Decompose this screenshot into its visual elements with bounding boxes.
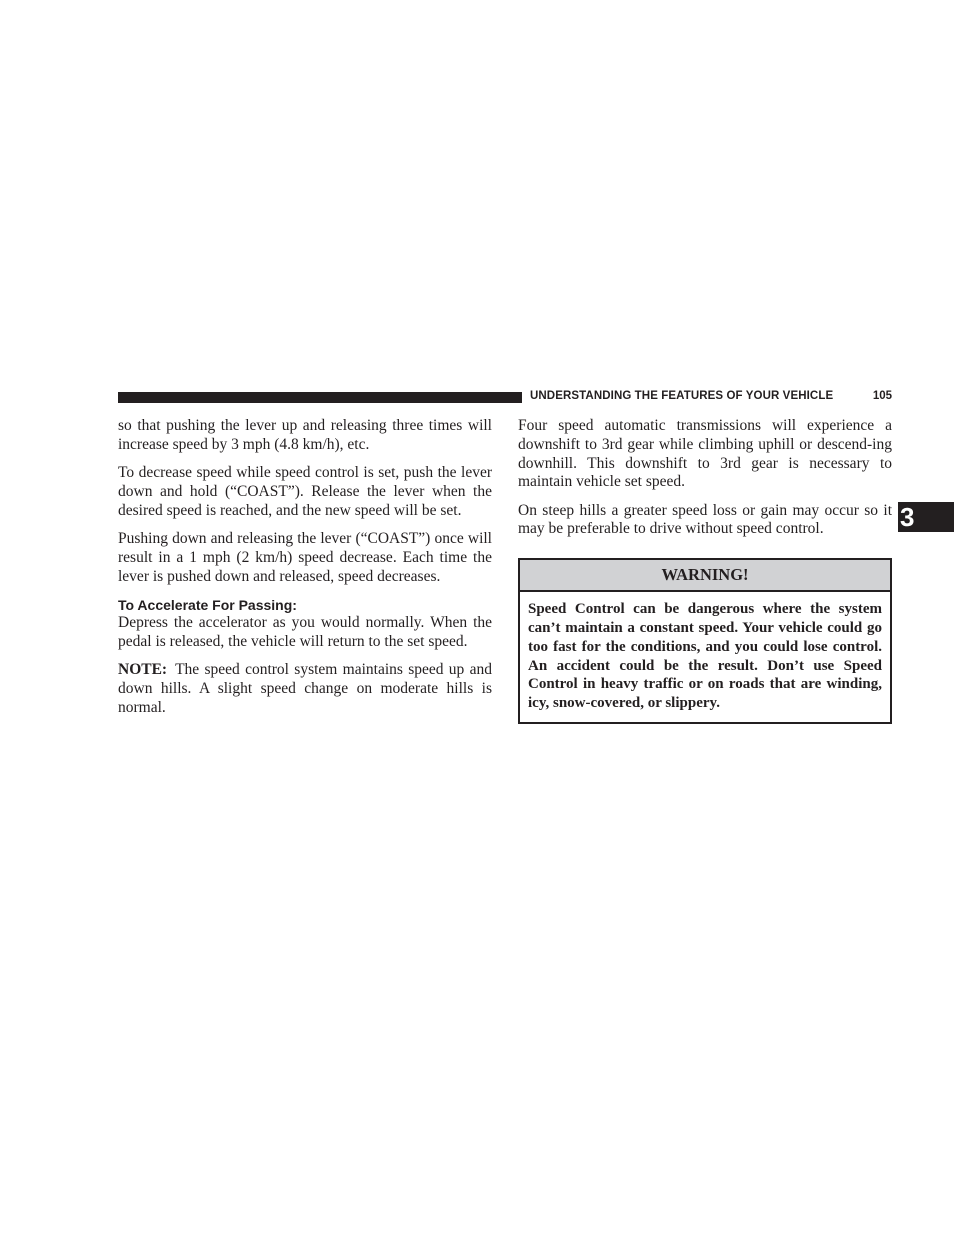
paragraph: On steep hills a greater speed loss or gain may occur so it may be preferable to drive without speed control. (518, 501, 892, 538)
section-title: UNDERSTANDING THE FEATURES OF YOUR VEHICLE (530, 390, 834, 402)
paragraph: Four speed automatic transmissions will experience a downshift to 3rd gear while climbing uphill or descend-ing downhill. This downshift to 3rd gear is necessary to maintain vehicle set speed. (518, 417, 892, 491)
note-text: The speed control system maintains speed up and down hills. A slight speed change on moderate hills is normal. (118, 660, 492, 716)
paragraph: Depress the accelerator as you would normally. When the pedal is released, the vehicle will return to the set speed. (118, 613, 492, 650)
note-label: NOTE: (118, 660, 168, 678)
warning-body: Speed Control can be dangerous where the system can’t maintain a constant speed. Your vehicle could go too fast for the conditions, and you could lose control. An accident could be the result. Don’t use Speed Control in heavy traffic or on roads that are winding, icy, snow-covered, or slippery. (528, 601, 882, 712)
header-rule (118, 392, 522, 403)
paragraph: so that pushing the lever up and releasing three times will increase speed by 3 mph (4.8 km/h), etc. (118, 417, 492, 453)
right-column (518, 417, 892, 724)
page-number: 105 (872, 390, 892, 402)
left-column (118, 417, 492, 727)
paragraph: To decrease speed while speed control is set, push the lever down and hold (“COAST”). Release the lever when the desired speed is reached, and the new speed will be set. (118, 464, 492, 519)
subheading: To Accelerate For Passing: (118, 596, 297, 613)
chapter-tab: 3 (898, 502, 954, 532)
warning-title: WARNING! (520, 560, 890, 592)
paragraph: Pushing down and releasing the lever (“COAST”) once will result in a 1 mph (2 km/h) speed decrease. Each time the lever is pushed down and released, speed decreases. (118, 529, 492, 585)
note-paragraph (118, 661, 492, 717)
warning-box (518, 558, 892, 724)
